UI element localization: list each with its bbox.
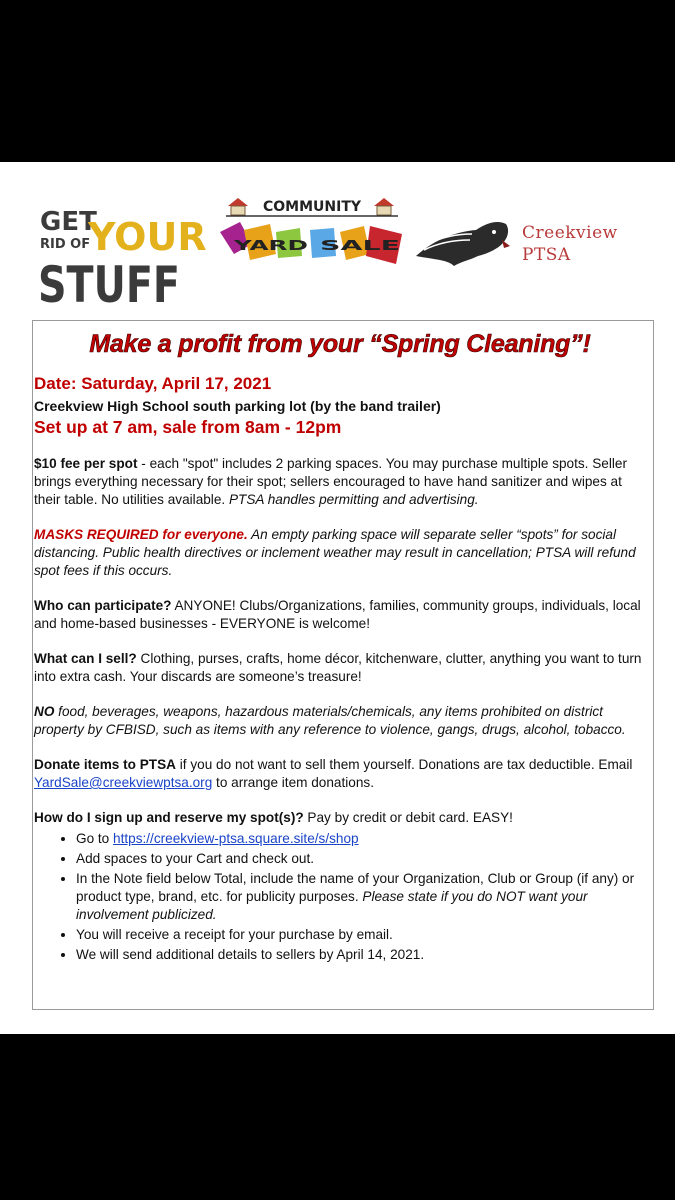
donate-text: if you do not want to sell them yourself. Donations are tax deductible. Email <box>176 757 633 772</box>
signup-lead: How do I sign up and reserve my spot(s)? <box>34 810 304 825</box>
logo-word-your: YOUR <box>88 215 207 259</box>
list-item <box>76 850 646 868</box>
list-item-text: Add spaces to your Cart and check out. <box>76 851 315 866</box>
mustang-icon <box>416 222 510 266</box>
masks-lead: MASKS REQUIRED for everyone. <box>34 527 248 542</box>
list-item-text: We will send additional details to sellers by April 14, 2021. <box>76 947 425 962</box>
list-item-italic-text: Please state if you do NOT want your involvement publicized. <box>76 889 588 922</box>
get-rid-of-your-stuff-logo <box>36 198 207 314</box>
signup-text: Pay by credit or debit card. EASY! <box>303 810 513 825</box>
list-item <box>76 870 646 924</box>
masks-paragraph <box>34 526 646 580</box>
prohibited-text: food, beverages, weapons, hazardous materials/chemicals, any items prohibited on district property by CFBISD, such as items with any reference to violence, gangs, drugs, alcohol, tobacco. <box>34 704 626 737</box>
prohibited-paragraph <box>34 703 646 739</box>
list-item <box>76 830 646 848</box>
fee-lead: $10 fee per spot <box>34 456 138 471</box>
what-text: Clothing, purses, crafts, home décor, kitchenware, clutter, anything you want to turn into extra cash. Your discards are someone’s treasure! <box>34 651 642 684</box>
logo-word-community: COMMUNITY <box>262 199 362 215</box>
who-paragraph <box>34 597 646 633</box>
fee-italic-text: PTSA handles permitting and advertising. <box>228 492 479 507</box>
donation-email-link[interactable]: YardSale@creekviewptsa.org <box>34 775 213 790</box>
logo-word-ptsa: PTSA <box>522 245 571 265</box>
logo-word-sale: SALE <box>320 239 400 254</box>
community-yard-sale-logo <box>212 192 412 276</box>
logo-word-stuff: STUFF <box>38 256 180 314</box>
fee-paragraph <box>34 455 646 509</box>
list-item <box>76 926 646 944</box>
event-hours: Set up at 7 am, sale from 8am - 12pm <box>34 417 342 437</box>
list-item <box>76 946 646 964</box>
fee-text: - each "spot" includes 2 parking spaces. You may purchase multiple spots. Seller brings everything necessary for their spot; sellers encouraged to have hand sanitizer and wipes at their table. No utilities available. <box>34 456 627 507</box>
logo-word-get: GET <box>40 207 97 237</box>
masks-text: An empty parking space will separate seller “spots” for social distancing. Public health directives or inclement weather may result in cancellation; PTSA will refund spot fees if this occurs. <box>34 527 636 578</box>
event-date: Date: Saturday, April 17, 2021 <box>34 374 272 393</box>
headline: Make a profit from your “Spring Cleaning”! <box>89 330 591 358</box>
who-lead: Who can participate? <box>34 598 172 613</box>
flyer-content <box>34 326 646 966</box>
what-lead: What can I sell? <box>34 651 137 666</box>
list-item-text: You will receive a receipt for your purchase by email. <box>76 927 393 942</box>
list-item-text: In the Note field below Total, include the name of your Organization, Club or Group (if any) or product type, brand, etc. for publicity purposes. <box>76 871 635 904</box>
donate-lead: Donate items to PTSA <box>34 757 176 772</box>
logo-word-creekview: Creekview <box>522 223 618 243</box>
donate-paragraph <box>34 756 646 792</box>
flyer-page <box>0 162 675 1034</box>
shop-link[interactable]: https://creekview-ptsa.square.site/s/shop <box>113 831 359 846</box>
prohibited-lead: NO <box>34 704 55 719</box>
donate-text-end: to arrange item donations. <box>212 775 374 790</box>
event-location: Creekview High School south parking lot (by the band trailer) <box>34 398 441 414</box>
who-text: ANYONE! Clubs/Organizations, families, community groups, individuals, local and home-based businesses - EVERYONE is welcome! <box>34 598 641 631</box>
creekview-ptsa-logo <box>414 210 644 270</box>
signup-steps-list <box>34 830 646 964</box>
logo-word-rid-of: RID OF <box>40 237 91 252</box>
what-paragraph <box>34 650 646 686</box>
signup-section <box>34 809 646 964</box>
logo-word-yard: YARD <box>232 239 309 254</box>
list-item-text: Go to <box>76 831 114 846</box>
